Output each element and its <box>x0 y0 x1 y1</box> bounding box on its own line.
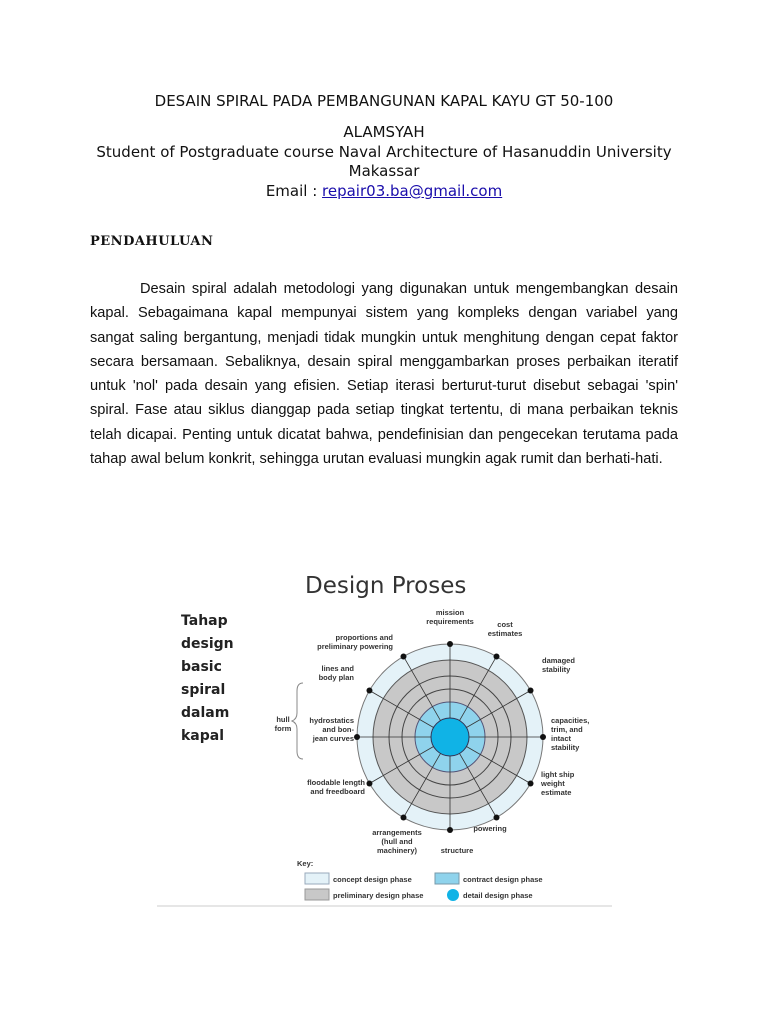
author-city: Makassar <box>348 162 420 180</box>
label-mission: mission <box>435 608 465 617</box>
legend-swatch-concept <box>305 873 329 884</box>
label-structure: structure <box>440 846 474 855</box>
spoke-node <box>447 827 453 833</box>
legend-label: detail design phase <box>463 891 533 900</box>
legend-swatch-contract <box>435 873 459 884</box>
label-proportions: proportions and <box>335 633 393 642</box>
spiral-circles <box>354 641 546 833</box>
label-lightship: weight <box>541 779 565 788</box>
label-damaged: damaged <box>542 656 575 665</box>
label-arrangements: arrangements <box>372 828 422 837</box>
side-text-line: dalam <box>181 705 230 721</box>
label-capacities: intact <box>551 734 572 743</box>
legend <box>297 859 543 901</box>
side-text-line: kapal <box>181 728 225 744</box>
spoke-node <box>366 688 372 694</box>
spiral-diagram <box>157 565 612 905</box>
author-affiliation: Student of Postgraduate course Naval Architecture of Hasanuddin University <box>96 143 672 161</box>
legend-label: contract design phase <box>463 875 543 884</box>
document-title: DESAIN SPIRAL PADA PEMBANGUNAN KAPAL KAYU GT 50-100 <box>154 92 614 110</box>
spoke-node <box>528 688 534 694</box>
design-spiral-figure <box>157 565 612 907</box>
label-lightship: light ship <box>541 770 575 779</box>
label-arrangements: (hull and <box>381 837 413 846</box>
label-cost: cost <box>497 620 513 629</box>
legend-swatch-preliminary <box>305 889 329 900</box>
legend-label: preliminary design phase <box>333 891 424 900</box>
spoke-node <box>366 781 372 787</box>
side-text-line: Tahap <box>181 613 228 629</box>
email-label: Email : <box>265 182 323 200</box>
spoke-node <box>354 734 360 740</box>
label-hydrostatics: hydrostatics <box>309 716 354 725</box>
spoke-node <box>401 815 407 821</box>
label-hydrostatics: jean curves <box>312 734 354 743</box>
spoke-node <box>447 641 453 647</box>
side-text <box>181 613 234 744</box>
label-hydrostatics: and bon- <box>322 725 354 734</box>
hull-form-bracket <box>292 683 303 759</box>
label-powering: powering <box>473 824 507 833</box>
section-heading: PENDAHULUAN <box>90 234 214 249</box>
spoke-node <box>540 734 546 740</box>
label-floodable: and freedboard <box>310 787 365 796</box>
side-text-line: basic <box>181 659 222 675</box>
email-link[interactable]: repair03.ba@gmail.com <box>322 182 503 200</box>
label-capacities: stability <box>551 743 580 752</box>
figure-title: Design Proses <box>305 573 467 599</box>
author-name: ALAMSYAH <box>343 123 425 141</box>
label-cost: estimates <box>487 629 523 638</box>
spoke-node <box>401 653 407 659</box>
label-capacities: capacities, <box>551 716 590 725</box>
label-capacities: trim, and <box>551 725 583 734</box>
label-lines: lines and <box>321 664 354 673</box>
label-lines: body plan <box>318 673 354 682</box>
spoke-node <box>494 653 500 659</box>
side-text-line: spiral <box>181 682 226 698</box>
label-floodable: floodable length <box>307 778 365 787</box>
legend-label: concept design phase <box>333 875 412 884</box>
label-hullform: form <box>274 724 292 733</box>
body-paragraph: Desain spiral adalah metodologi yang digunakan untuk mengembangkan desain kapal. Sebagaimana kapal mempunyai sistem yang kompleks dengan variabel yang sangat saling bergantung, menjadi tidak mungkin untuk menghitung dengan cepat faktor secara bersamaan. Sebaliknya, desain spiral menggambarkan proses perbaikan iteratif untuk 'nol' pada desain yang efisien. Setiap iterasi berturut-turut disebut sebagai 'spin' spiral. Fase atau siklus dianggap pada setiap tingkat tertentu, di mana perbaikan teknis telah dicapai. Penting untuk dicatat bahwa, pendefinisian dan pengecekan terutama pada tahap awal belum konkrit, sehingga urutan evaluasi mungkin agak rumit dan berhati-hati. <box>90 281 678 468</box>
legend-swatch-detail <box>447 889 459 901</box>
label-damaged: stability <box>542 665 571 674</box>
label-proportions: preliminary powering <box>317 642 393 651</box>
legend-title: Key: <box>297 859 314 868</box>
spoke-node <box>494 815 500 821</box>
author-email <box>0 183 768 200</box>
side-text-line: design <box>181 636 234 652</box>
detail-core <box>431 718 469 756</box>
label-lightship: estimate <box>541 788 572 797</box>
label-mission: requirements <box>426 617 474 626</box>
spoke-node <box>528 781 534 787</box>
label-arrangements: machinery) <box>376 846 418 855</box>
label-hullform: hull <box>276 715 290 724</box>
